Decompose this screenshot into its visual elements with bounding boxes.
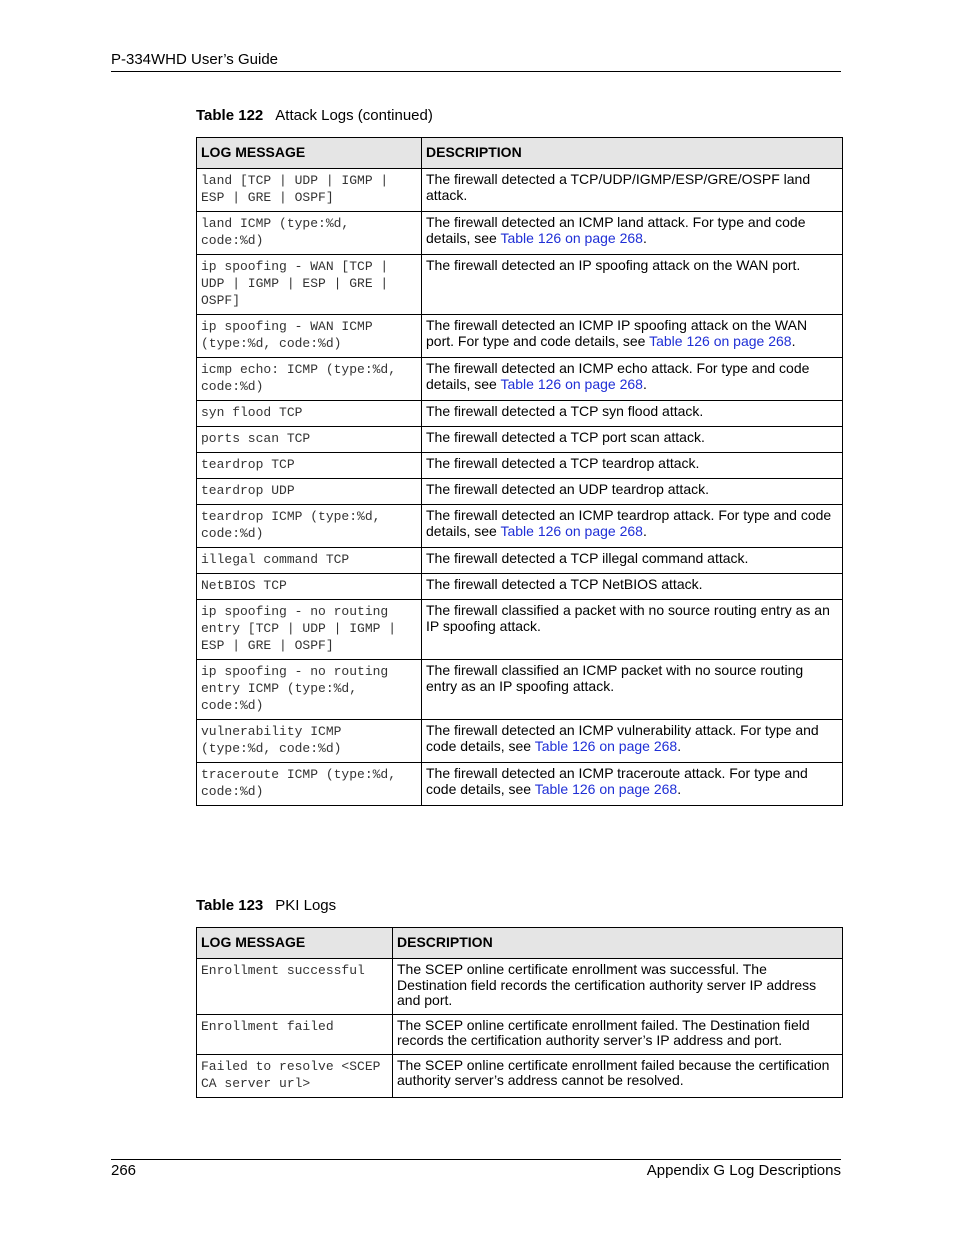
- description-trailing-text: .: [642, 375, 647, 392]
- description-cell: [422, 600, 843, 660]
- table-cross-reference-link[interactable]: Table 126 on page 268: [534, 780, 678, 797]
- log-message-cell: teardrop ICMP (type:%d, code:%d): [197, 505, 422, 548]
- description-text: The firewall classified an ICMP packet with no source routing entry as an IP spoofing attack.: [426, 662, 804, 694]
- table-row: [197, 401, 843, 427]
- table-123-caption-text: PKI Logs: [275, 897, 337, 914]
- description-text: The firewall detected an ICMP land attack. For type and code details, see: [426, 214, 806, 246]
- description-text: The SCEP online certificate enrollment failed because the certification authority server’s address cannot be resolved.: [397, 1056, 830, 1088]
- log-message-cell: Failed to resolve <SCEP CA server url>: [197, 1054, 393, 1097]
- description-text: The firewall detected an ICMP IP spoofing attack on the WAN port. For type and code details, see: [426, 317, 808, 349]
- description-cell: [422, 401, 843, 427]
- page-number: 266: [111, 1162, 137, 1179]
- description-cell: [422, 453, 843, 479]
- table-row: [197, 763, 843, 806]
- description-cell: [422, 660, 843, 720]
- log-message-cell: vulnerability ICMP (type:%d, code:%d): [197, 720, 422, 763]
- table-row: [197, 720, 843, 763]
- table-row: [197, 959, 843, 1015]
- description-cell: [422, 574, 843, 600]
- pki-logs-table: [196, 927, 843, 1098]
- description-cell: [422, 427, 843, 453]
- description-cell: [422, 763, 843, 806]
- attack-logs-table: [196, 137, 843, 806]
- table-row: [197, 479, 843, 505]
- col-header-description: DESCRIPTION: [393, 928, 843, 959]
- log-message-cell: icmp echo: ICMP (type:%d, code:%d): [197, 358, 422, 401]
- col-header-log-message: LOG MESSAGE: [197, 138, 422, 169]
- log-message-cell: teardrop UDP: [197, 479, 422, 505]
- description-trailing-text: .: [642, 229, 647, 246]
- log-message-cell: ports scan TCP: [197, 427, 422, 453]
- description-cell: [393, 959, 843, 1015]
- description-text: The firewall detected an ICMP traceroute attack. For type and code details, see: [426, 765, 808, 797]
- footer-rule: [111, 1159, 841, 1160]
- running-header-title: P-334WHD User’s Guide: [111, 51, 278, 68]
- table-row: [197, 358, 843, 401]
- table-cross-reference-link[interactable]: Table 126 on page 268: [500, 375, 643, 392]
- table-row: [197, 505, 843, 548]
- description-text: The SCEP online certificate enrollment failed. The Destination field records the certification authority server’s IP address and port.: [397, 1016, 810, 1048]
- log-message-cell: ip spoofing - no routing entry ICMP (type:%d, code:%d): [197, 660, 422, 720]
- description-text: The firewall detected a TCP/UDP/IGMP/ESP/GRE/OSPF land attack.: [426, 171, 811, 203]
- log-message-cell: land ICMP (type:%d, code:%d): [197, 212, 422, 255]
- header-rule: [111, 71, 841, 72]
- table-123-caption: [196, 897, 336, 914]
- description-text: The firewall detected a TCP port scan attack.: [426, 429, 705, 445]
- description-text: The firewall detected a TCP syn flood attack.: [426, 403, 704, 419]
- description-cell: [422, 169, 843, 212]
- description-text: The firewall detected an ICMP teardrop attack. For type and code details, see: [426, 507, 832, 539]
- description-text: The firewall detected a TCP NetBIOS attack.: [426, 576, 703, 592]
- description-trailing-text: .: [791, 332, 796, 349]
- log-message-cell: Enrollment successful: [197, 959, 393, 1015]
- table-row: [197, 169, 843, 212]
- table-row: [197, 1014, 843, 1054]
- log-message-cell: ip spoofing - WAN [TCP | UDP | IGMP | ESP | GRE | OSPF]: [197, 255, 422, 315]
- description-text: The firewall classified a packet with no source routing entry as an IP spoofing attack.: [426, 602, 830, 634]
- description-cell: [422, 479, 843, 505]
- table-row: [197, 315, 843, 358]
- table-row: [197, 427, 843, 453]
- table-cross-reference-link[interactable]: Table 126 on page 268: [500, 522, 643, 539]
- table-cross-reference-link[interactable]: Table 126 on page 268: [534, 737, 678, 754]
- description-cell: [422, 358, 843, 401]
- description-text: The firewall detected an ICMP echo attack. For type and code details, see: [426, 360, 810, 392]
- table-header-row: [197, 928, 843, 959]
- description-cell: [393, 1054, 843, 1097]
- description-cell: [393, 1014, 843, 1054]
- table-row: [197, 600, 843, 660]
- description-text: The firewall detected a TCP illegal command attack.: [426, 550, 749, 566]
- description-cell: [422, 548, 843, 574]
- col-header-log-message: LOG MESSAGE: [197, 928, 393, 959]
- table-row: [197, 548, 843, 574]
- log-message-cell: NetBIOS TCP: [197, 574, 422, 600]
- table-cross-reference-link[interactable]: Table 126 on page 268: [649, 332, 792, 349]
- description-text: The SCEP online certificate enrollment was successful. The Destination field records the certification authority server IP address and port.: [397, 961, 817, 1008]
- table-header-row: [197, 138, 843, 169]
- col-header-description: DESCRIPTION: [422, 138, 843, 169]
- log-message-cell: ip spoofing - WAN ICMP (type:%d, code:%d): [197, 315, 422, 358]
- log-message-cell: Enrollment failed: [197, 1014, 393, 1054]
- table-row: [197, 212, 843, 255]
- description-cell: [422, 505, 843, 548]
- table-122-caption-label: Table 122: [196, 107, 264, 124]
- table-row: [197, 1054, 843, 1097]
- description-cell: [422, 315, 843, 358]
- log-message-cell: illegal command TCP: [197, 548, 422, 574]
- log-message-cell: ip spoofing - no routing entry [TCP | UDP | IGMP | ESP | GRE | OSPF]: [197, 600, 422, 660]
- log-message-cell: traceroute ICMP (type:%d, code:%d): [197, 763, 422, 806]
- description-trailing-text: .: [642, 522, 647, 539]
- log-message-cell: teardrop TCP: [197, 453, 422, 479]
- footer-section-title: Appendix G Log Descriptions: [646, 1162, 841, 1179]
- description-text: The firewall detected an IP spoofing attack on the WAN port.: [426, 257, 801, 273]
- table-cross-reference-link[interactable]: Table 126 on page 268: [500, 229, 643, 246]
- table-row: [197, 453, 843, 479]
- log-message-cell: land [TCP | UDP | IGMP | ESP | GRE | OSPF]: [197, 169, 422, 212]
- table-122-caption: [196, 107, 433, 124]
- description-text: The firewall detected an UDP teardrop attack.: [426, 481, 710, 497]
- description-cell: [422, 720, 843, 763]
- table-122-caption-text: Attack Logs (continued): [275, 107, 433, 124]
- description-trailing-text: .: [677, 780, 682, 797]
- description-text: The firewall detected a TCP teardrop attack.: [426, 455, 700, 471]
- log-message-cell: syn flood TCP: [197, 401, 422, 427]
- table-row: [197, 574, 843, 600]
- description-cell: [422, 255, 843, 315]
- description-trailing-text: .: [677, 737, 682, 754]
- description-cell: [422, 212, 843, 255]
- table-row: [197, 255, 843, 315]
- table-123-caption-label: Table 123: [196, 897, 264, 914]
- table-row: [197, 660, 843, 720]
- description-text: The firewall detected an ICMP vulnerability attack. For type and code details, see: [426, 722, 819, 754]
